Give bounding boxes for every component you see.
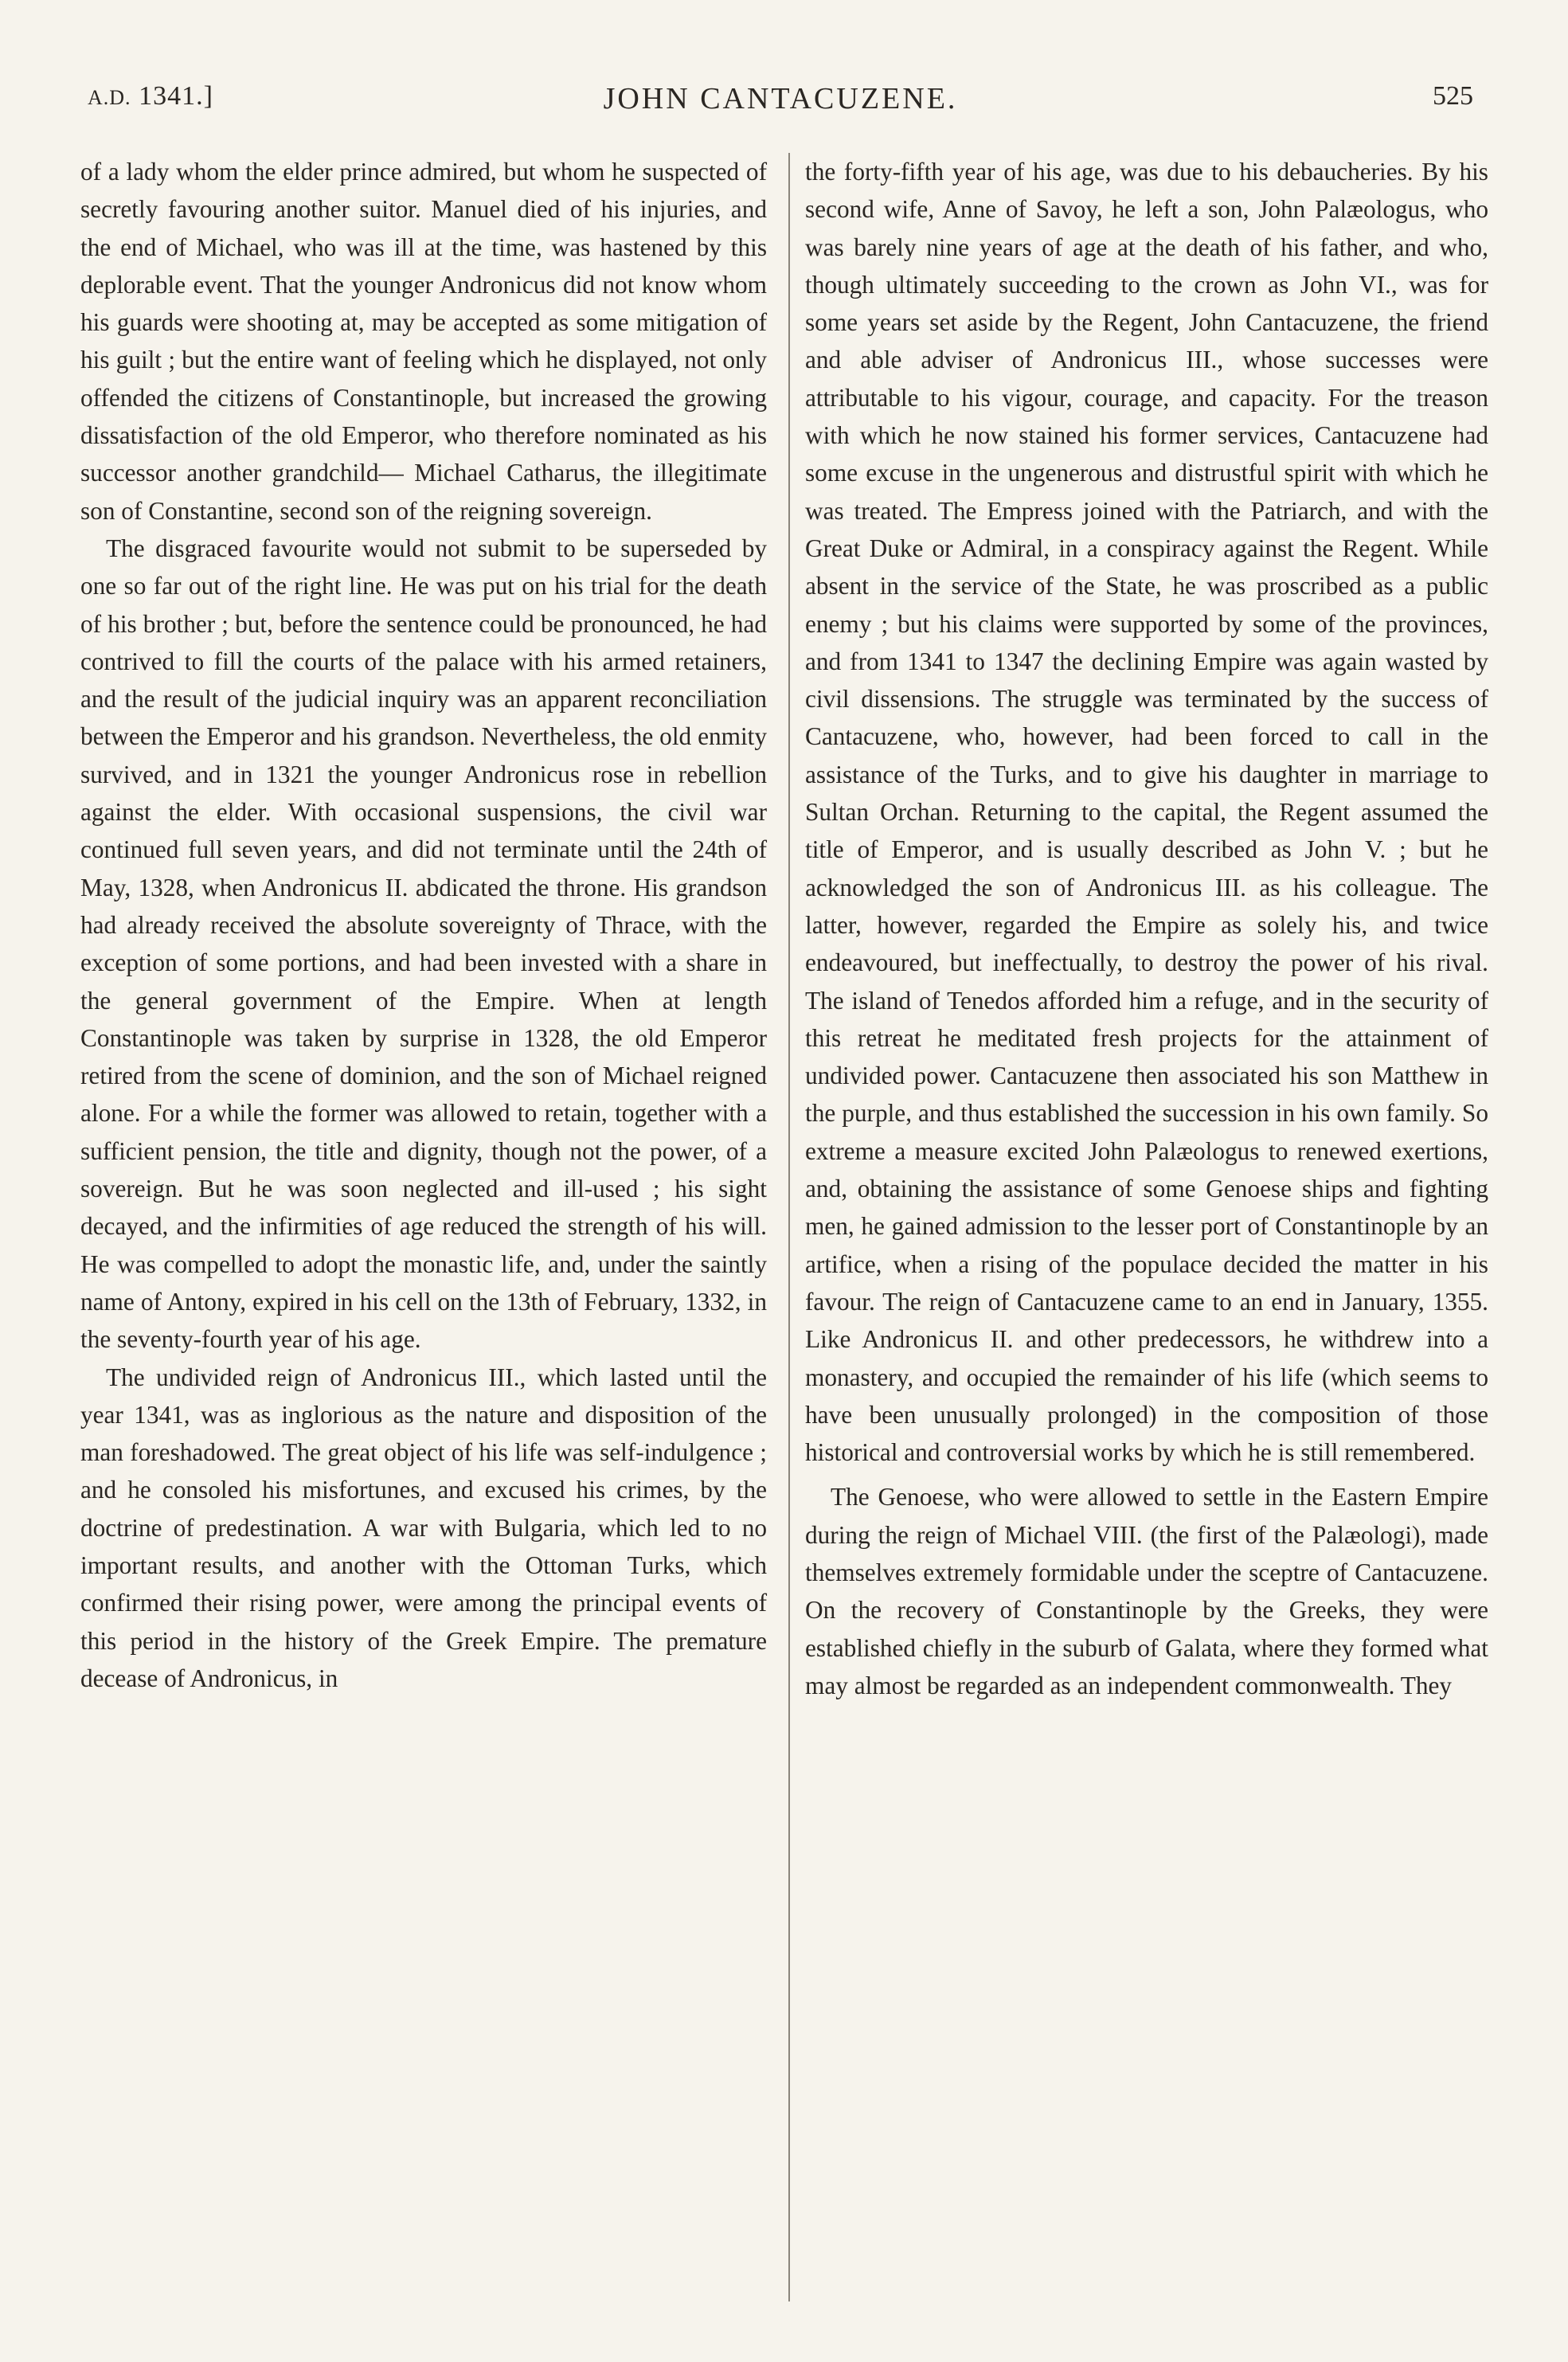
era-label: A.D. xyxy=(88,86,131,109)
paragraph: The undivided reign of Andronicus III., which lasted until the year 1341, was as inglorious as the nature and disposition of the man foreshadowed. The great object of his life was self-indulgence ; and he consoled his misfortunes, and excused his crimes, by the doctrine of predestination. A war with Bulgaria, which led to no important results, and another with the Ottoman Turks, which confirmed their rising power, were among the principal events of this period in the history of the Greek Empire. The premature decease of Andronicus, in xyxy=(80,1363,767,1692)
chapter-title: JOHN CANTACUZENE. xyxy=(603,82,958,115)
year-label: 1341.] xyxy=(139,81,213,111)
paragraph: The Genoese, who were allowed to settle in the Eastern Empire during the reign of Michael VIII. (the first of the Palæologi), made themselves extremely formidable under the sceptre of Cantacuzene. On the recovery of Constantinople by the Greeks, they were established chiefly in the suburb of Galata, where they formed what may almost be regarded as an independent commonwealth. They xyxy=(805,1483,1488,1699)
left-column xyxy=(80,153,767,1697)
paragraph: the forty-fifth year of his age, was due to his debaucheries. By his second wife, Anne of Savoy, he left a son, John Palæologus, who was barely nine years of age at the death of his father, and who, though ultimately succeeding to the crown as John VI., was for some years set aside by the Regent, John Cantacuzene, the friend and able adviser of Andronicus III., whose successes were attributable to his vigour, courage, and capacity. For the treason with which he now stained his former services, Cantacuzene had some excuse in the ungenerous and distrustful spirit with which he was treated. The Empress joined with the Patriarch, and with the Great Duke or Admiral, in a conspiracy against the Regent. While absent in the service of the State, he was proscribed as a public enemy ; but his claims were supported by some of the provinces, and from 1341 to 1347 the declining Empire was again wasted by civil dissensions. The struggle was terminated by the success of Cantacuzene, who, however, had been forced to call in the assistance of the Turks, and to give his daughter in marriage to Sultan Orchan. Returning to the capital, the Regent assumed the title of Emperor, and is usually described as John V. ; but he acknowledged the son of Andronicus III. as his colleague. The latter, however, regarded the Empire as solely his, and twice endeavoured, but ineffectually, to destroy the power of his rival. The island of Tenedos afforded him a refuge, and in the security of this retreat he meditated fresh projects for the attainment of undivided power. Cantacuzene then associated his son Matthew in the purple, and thus established the succession in his own family. So extreme a measure excited John Palæologus to renewed exertions, and, obtaining the assistance of some Genoese ships and fighting men, he gained admission to the lesser port of Constantinople by an artifice, when a rising of the populace decided the matter in his favour. The reign of Cantacuzene came to an end in January, 1355. Like Andronicus II. and other predecessors, he withdrew into a monastery, and occupied the remainder of his life (which seems to have been unusually prolonged) in the composition of those historical and controversial works by which he is still remembered. xyxy=(805,158,1488,1467)
paragraph: of a lady whom the elder prince admired, but whom he suspected of secretly favouring another suitor. Manuel died of his injuries, and the end of Michael, who was ill at the time, was hastened by this deplorable event. That the younger Andronicus did not know whom his guards were shooting at, may be accepted as some mitigation of his guilt ; but the entire want of feeling which he displayed, not only offended the citizens of Constantinople, but increased the growing dissatisfaction of the old Emperor, who therefore nominated as his successor another grandchild— Michael Catharus, the illegitimate son of Constantine, second son of the reigning sovereign. xyxy=(80,158,767,525)
paragraph: The disgraced favourite would not submit to be superseded by one so far out of the right line. He was put on his trial for the death of his brother ; but, before the sentence could be pronounced, he had contrived to fill the courts of the palace with his armed retainers, and the result of the judicial inquiry was an apparent reconciliation between the Emperor and his grandson. Nevertheless, the old enmity survived, and in 1321 the younger Andronicus rose in rebellion against the elder. With occasional suspensions, the civil war continued full seven years, and did not terminate until the 24th of May, 1328, when Andronicus II. abdicated the throne. His grandson had already received the absolute sovereignty of Thrace, with the exception of some portions, and had been invested with a share in the general government of the Empire. When at length Constantinople was taken by surprise in 1328, the old Emperor retired from the scene of dominion, and the son of Michael reigned alone. For a while the former was allowed to retain, together with a sufficient pension, the title and dignity, though not the power, of a sovereign. But he was soon neglected and ill-used ; his sight decayed, and the infirmities of age reduced the strength of his will. He was compelled to adopt the monastic life, and, under the saintly name of Antony, expired in his cell on the 13th of February, 1332, in the seventy-fourth year of his age. xyxy=(80,534,767,1354)
column-divider xyxy=(788,153,790,2301)
page-number: 525 xyxy=(1433,81,1473,111)
running-head xyxy=(88,81,1473,129)
right-column xyxy=(805,153,1488,1704)
